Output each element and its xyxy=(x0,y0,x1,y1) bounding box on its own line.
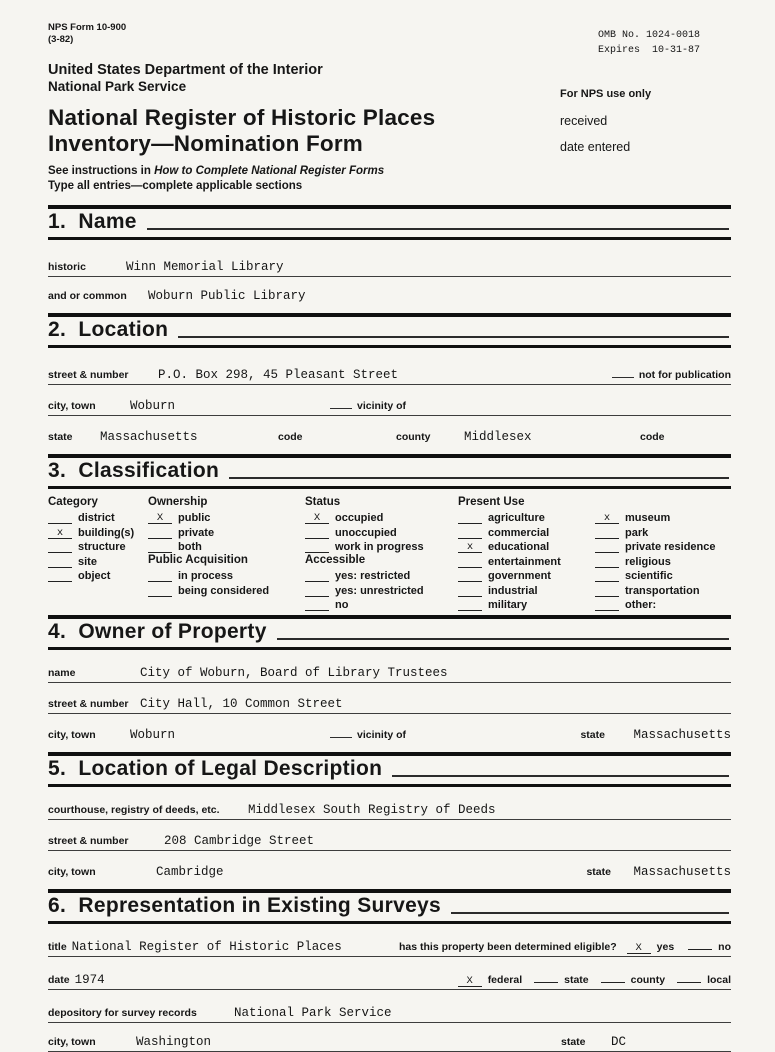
object-label: object xyxy=(78,570,111,583)
survey-title-row xyxy=(48,938,731,957)
entertainment-mark[interactable] xyxy=(458,556,482,568)
present-use-column-1 xyxy=(458,495,595,611)
not-for-publication-label: not for publication xyxy=(638,368,731,381)
park-mark[interactable] xyxy=(595,527,619,539)
legal-city-field[interactable]: Cambridge xyxy=(156,865,224,880)
agriculture-label: agriculture xyxy=(488,512,545,525)
industrial-mark[interactable] xyxy=(458,585,482,597)
checkbox-both[interactable] xyxy=(148,539,305,554)
survey-date-field[interactable]: 1974 xyxy=(74,973,105,988)
district-mark[interactable] xyxy=(48,512,72,524)
section-3-title: 3. Classification xyxy=(48,458,220,482)
historic-label: historic xyxy=(48,260,86,273)
unoccupied-mark[interactable] xyxy=(305,527,329,539)
private-label: private xyxy=(178,526,215,539)
checkbox-structure[interactable] xyxy=(48,539,148,554)
structure-label: structure xyxy=(78,541,126,554)
status-heading: Status xyxy=(305,496,341,509)
state-label: state xyxy=(48,430,73,443)
entertainment-label: entertainment xyxy=(488,555,561,568)
checkbox-scientific[interactable] xyxy=(595,568,730,583)
category-heading: Category xyxy=(48,496,98,509)
section-4-header xyxy=(48,615,731,650)
educational-label: educational xyxy=(488,541,550,554)
checkbox-educational[interactable] xyxy=(458,539,595,554)
section-rule xyxy=(229,477,729,479)
no-mark[interactable] xyxy=(305,599,329,611)
museum-label: museum xyxy=(625,512,671,525)
both-label: both xyxy=(178,541,202,554)
occupied-mark[interactable]: X xyxy=(305,512,329,524)
column-spacer xyxy=(595,495,730,510)
military-mark[interactable] xyxy=(458,599,482,611)
eligible-no-mark[interactable] xyxy=(688,938,712,950)
depository-field[interactable]: National Park Service xyxy=(234,1006,392,1021)
work-in-progress-mark[interactable] xyxy=(305,541,329,553)
survey-city-field[interactable]: Washington xyxy=(136,1035,212,1050)
survey-date-label: date xyxy=(48,974,70,987)
checkbox-object[interactable] xyxy=(48,568,148,583)
courthouse-row xyxy=(48,803,731,820)
survey-date-row xyxy=(48,971,731,990)
district-label: district xyxy=(78,512,115,525)
checkbox-industrial[interactable] xyxy=(458,582,595,597)
legal-state-field[interactable]: Massachusetts xyxy=(633,865,731,880)
owner-state-field[interactable]: Massachusetts xyxy=(633,728,731,743)
public-acquisition-heading: Public Acquisition xyxy=(148,554,248,567)
form-number-line1: NPS Form 10-900 xyxy=(48,22,127,33)
checkbox-military[interactable] xyxy=(458,597,595,612)
section-rule xyxy=(451,912,729,914)
occupied-label: occupied xyxy=(335,512,384,525)
street-number-field[interactable]: P.O. Box 298, 45 Pleasant Street xyxy=(158,367,399,382)
checkbox-museum[interactable] xyxy=(595,510,730,525)
private-residence-label: private residence xyxy=(625,541,716,554)
local-level-mark[interactable] xyxy=(677,971,701,983)
legal-state-label: state xyxy=(586,866,611,879)
vicinity-label: vicinity of xyxy=(357,399,407,412)
legal-street-field[interactable]: 208 Cambridge Street xyxy=(164,834,315,849)
street-number-label: street & number xyxy=(48,368,129,381)
religious-mark[interactable] xyxy=(595,556,619,568)
survey-city-label: city, town xyxy=(48,1036,96,1049)
checkbox-work-in-progress[interactable] xyxy=(305,539,458,554)
status-column xyxy=(305,495,458,611)
checkbox-district[interactable] xyxy=(48,510,148,525)
eligible-no-label: no xyxy=(718,941,731,954)
state-field[interactable]: Massachusetts xyxy=(100,429,198,444)
educational-mark[interactable]: x xyxy=(458,541,482,553)
checkbox-public[interactable] xyxy=(148,510,305,525)
survey-title-field[interactable]: National Register of Historic Places xyxy=(71,940,342,955)
federal-label: federal xyxy=(487,974,523,987)
common-name-field[interactable]: Woburn Public Library xyxy=(148,288,306,303)
section-1-title: 1. Name xyxy=(48,209,137,233)
checkbox-site[interactable] xyxy=(48,553,148,568)
military-label: military xyxy=(488,599,528,612)
survey-state-field[interactable]: DC xyxy=(611,1035,627,1050)
owner-name-field[interactable]: City of Woburn, Board of Library Trustees xyxy=(140,666,448,681)
courthouse-field[interactable]: Middlesex South Registry of Deeds xyxy=(248,803,496,818)
city-town-field[interactable]: Woburn xyxy=(130,398,176,413)
scientific-mark[interactable] xyxy=(595,570,619,582)
owner-name-row xyxy=(48,666,731,683)
yes-restricted-label: yes: restricted xyxy=(335,570,411,583)
being-considered-mark[interactable] xyxy=(148,585,172,597)
owner-name-label: name xyxy=(48,667,76,680)
site-label: site xyxy=(78,555,97,568)
not-for-publication-checkbox[interactable] xyxy=(612,368,634,378)
checkbox-other[interactable] xyxy=(595,597,730,612)
present-use-column-2 xyxy=(595,495,730,611)
common-name-label: and or common xyxy=(48,289,127,302)
code-label: code xyxy=(278,430,303,443)
nps-use-only-label: For NPS use only xyxy=(560,88,652,100)
section-6-title: 6. Representation in Existing Surveys xyxy=(48,894,442,918)
checkbox-private-residence[interactable] xyxy=(595,539,730,554)
city-town-label: city, town xyxy=(48,399,96,412)
scientific-label: scientific xyxy=(625,570,673,583)
courthouse-label: courthouse, registry of deeds, etc. xyxy=(48,804,220,817)
public-mark[interactable]: X xyxy=(148,512,172,524)
checkbox-occupied[interactable] xyxy=(305,510,458,525)
department-title: United States Department of the Interior xyxy=(48,61,323,78)
location-city-row xyxy=(48,399,731,416)
commercial-mark[interactable] xyxy=(458,527,482,539)
instructions-line2: Type all entries—complete applicable sections xyxy=(48,180,303,193)
category-column xyxy=(48,495,148,611)
structure-mark[interactable] xyxy=(48,541,72,553)
owner-city-row xyxy=(48,728,731,744)
checkbox-agriculture[interactable] xyxy=(458,510,595,525)
form-title-line1: National Register of Historic Places xyxy=(48,105,436,131)
public-label: public xyxy=(178,512,211,525)
unoccupied-label: unoccupied xyxy=(335,526,397,539)
date-entered-label: date entered xyxy=(560,140,631,154)
yes-unrestricted-label: yes: unrestricted xyxy=(335,584,424,597)
location-state-row xyxy=(48,430,731,446)
ownership-heading: Ownership xyxy=(148,496,208,509)
instructions-manual-name: How to Complete National Register Forms xyxy=(154,164,385,177)
other-label: other: xyxy=(625,599,657,612)
section-5-title: 5. Location of Legal Description xyxy=(48,757,383,781)
museum-mark[interactable]: x xyxy=(595,512,619,524)
checkbox-no[interactable] xyxy=(305,597,458,612)
eligible-yes-mark[interactable]: X xyxy=(627,942,651,954)
section-2-title: 2. Location xyxy=(48,317,169,341)
survey-city-row xyxy=(48,1035,731,1052)
ownership-column xyxy=(148,495,305,611)
county-level-mark[interactable] xyxy=(601,971,625,983)
legal-street-label: street & number xyxy=(48,835,129,848)
owner-street-row xyxy=(48,697,731,714)
checkbox-yes-restricted[interactable] xyxy=(305,568,458,583)
state-level-label: state xyxy=(564,974,589,987)
historic-name-row xyxy=(48,260,731,277)
religious-label: religious xyxy=(625,555,671,568)
instructions-prefix: See instructions in xyxy=(48,164,155,177)
government-label: government xyxy=(488,570,551,583)
government-mark[interactable] xyxy=(458,570,482,582)
classification-grid xyxy=(48,495,731,611)
common-name-row xyxy=(48,289,731,305)
county-level-label: county xyxy=(630,974,666,987)
code2-label: code xyxy=(640,430,665,443)
section-rule xyxy=(392,775,729,777)
checkbox-commercial[interactable] xyxy=(458,524,595,539)
owner-street-field[interactable]: City Hall, 10 Common Street xyxy=(140,697,343,712)
county-field[interactable]: Middlesex xyxy=(464,429,532,444)
owner-street-label: street & number xyxy=(48,698,129,711)
checkbox-buildings[interactable] xyxy=(48,524,148,539)
section-rule xyxy=(277,638,729,640)
checkbox-in-process[interactable] xyxy=(148,568,305,583)
yes-restricted-mark[interactable] xyxy=(305,570,329,582)
omb-line1: OMB No. 1024-0018 xyxy=(598,30,701,41)
owner-vicinity-label: vicinity of xyxy=(357,729,407,742)
section-rule xyxy=(147,228,729,230)
section-5-header xyxy=(48,752,731,787)
both-mark[interactable] xyxy=(148,541,172,553)
section-3-header xyxy=(48,454,731,489)
site-mark[interactable] xyxy=(48,556,72,568)
legal-city-row xyxy=(48,865,731,881)
owner-city-field[interactable]: Woburn xyxy=(130,728,176,743)
yes-unrestricted-mark[interactable] xyxy=(305,585,329,597)
checkbox-government[interactable] xyxy=(458,568,595,583)
checkbox-transportation[interactable] xyxy=(595,582,730,597)
work-in-progress-label: work in progress xyxy=(335,541,424,554)
checkbox-entertainment[interactable] xyxy=(458,553,595,568)
form-number-line2: (3-82) xyxy=(48,33,74,45)
buildings-mark[interactable]: x xyxy=(48,527,72,539)
owner-state-label: state xyxy=(580,729,605,742)
accessible-heading: Accessible xyxy=(305,554,366,567)
historic-name-field[interactable]: Winn Memorial Library xyxy=(126,259,284,274)
industrial-label: industrial xyxy=(488,584,538,597)
county-label: county xyxy=(396,430,431,443)
local-level-label: local xyxy=(707,974,731,987)
form-title-line2: Inventory—Nomination Form xyxy=(48,130,364,156)
omb-number xyxy=(598,28,700,58)
being-considered-label: being considered xyxy=(178,584,270,597)
instructions xyxy=(48,164,731,195)
present-use-heading: Present Use xyxy=(458,496,525,509)
received-label: received xyxy=(560,114,608,128)
survey-state-label: state xyxy=(561,1036,586,1049)
agriculture-mark[interactable] xyxy=(458,512,482,524)
vicinity-checkbox[interactable] xyxy=(330,399,352,409)
other-mark[interactable] xyxy=(595,599,619,611)
checkbox-unoccupied[interactable] xyxy=(305,524,458,539)
private-residence-mark[interactable] xyxy=(595,541,619,553)
object-mark[interactable] xyxy=(48,570,72,582)
private-mark[interactable] xyxy=(148,527,172,539)
federal-mark[interactable]: X xyxy=(458,975,482,987)
depository-row xyxy=(48,1006,731,1023)
transportation-label: transportation xyxy=(625,584,700,597)
in-process-label: in process xyxy=(178,570,234,583)
legal-city-label: city, town xyxy=(48,866,96,879)
section-1-header xyxy=(48,205,731,240)
transportation-mark[interactable] xyxy=(595,585,619,597)
eligible-yes-label: yes xyxy=(656,941,675,954)
checkbox-park[interactable] xyxy=(595,524,730,539)
owner-vicinity-checkbox[interactable] xyxy=(330,728,352,738)
legal-street-row xyxy=(48,834,731,851)
section-2-header xyxy=(48,313,731,348)
buildings-label: building(s) xyxy=(78,526,135,539)
eligible-question-label: has this property been determined eligible? xyxy=(399,941,617,954)
checkbox-being-considered[interactable] xyxy=(148,582,305,597)
depository-label: depository for survey records xyxy=(48,1007,197,1020)
survey-title-label: title xyxy=(48,941,67,954)
checkbox-private[interactable] xyxy=(148,524,305,539)
section-4-title: 4. Owner of Property xyxy=(48,620,267,644)
omb-expires: Expires 10-31-87 xyxy=(598,45,701,56)
park-label: park xyxy=(625,526,649,539)
agency-title: National Park Service xyxy=(48,79,187,95)
location-street-row xyxy=(48,368,731,385)
checkbox-religious[interactable] xyxy=(595,553,730,568)
state-level-mark[interactable] xyxy=(534,971,558,983)
section-rule xyxy=(178,336,729,338)
no-label: no xyxy=(335,599,349,612)
checkbox-yes-unrestricted[interactable] xyxy=(305,582,458,597)
owner-city-label: city, town xyxy=(48,729,96,742)
commercial-label: commercial xyxy=(488,526,550,539)
in-process-mark[interactable] xyxy=(148,570,172,582)
section-6-header xyxy=(48,889,731,924)
